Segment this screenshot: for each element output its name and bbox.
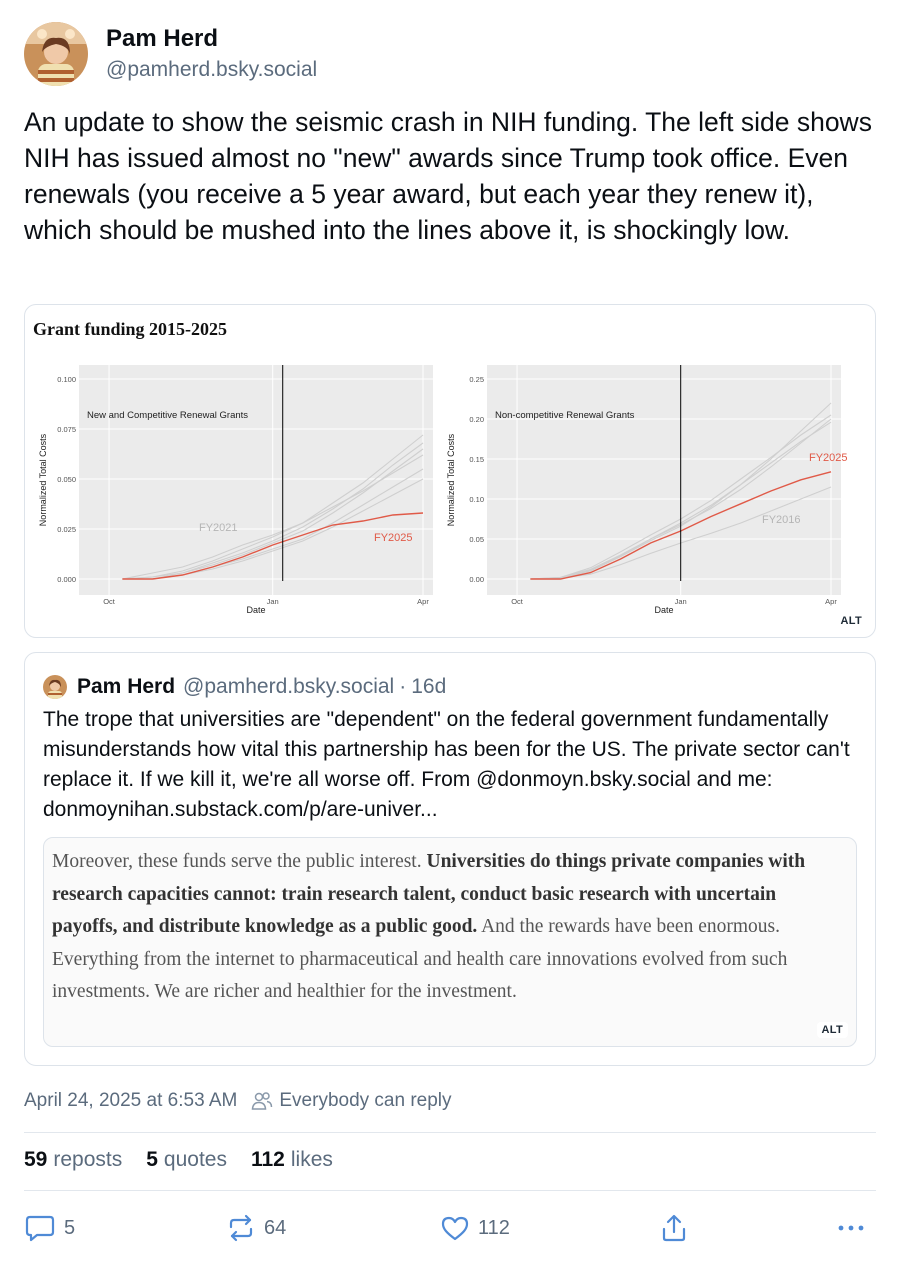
y-tick-label: 0.050: [57, 475, 76, 484]
reply-button[interactable]: [24, 1208, 75, 1248]
heart-icon: [440, 1214, 470, 1242]
like-count: 112: [478, 1216, 510, 1239]
series-annotation: FY2025: [374, 532, 413, 544]
likes-count: 112: [250, 1148, 285, 1171]
people-icon: [251, 1091, 273, 1111]
reposts-label: reposts: [53, 1148, 123, 1171]
series-annotation: FY2025: [809, 452, 848, 464]
x-tick-label: Jan: [266, 597, 279, 606]
ellipsis-icon: [836, 1223, 866, 1233]
x-tick-label: Apr: [825, 597, 837, 606]
quoted-post-age: 16d: [411, 675, 447, 698]
quoted-image-text-bold: Universities do things private companies with research capacities cannot: train research talent, conduct basic research with uncertain payoffs, and distribute knowledge as a public good.: [52, 851, 806, 937]
quoted-post[interactable]: [24, 652, 876, 1066]
image-alt-badge[interactable]: ALT: [836, 613, 867, 629]
share-icon: [660, 1213, 688, 1243]
post-meta: [24, 1090, 452, 1112]
like-button[interactable]: [440, 1208, 510, 1248]
divider: [24, 1132, 876, 1133]
quoted-author-display-name[interactable]: Pam Herd: [77, 675, 176, 698]
figure-title: Grant funding 2015-2025: [33, 319, 228, 339]
x-axis-label: Date: [654, 605, 674, 615]
divider: [24, 1190, 876, 1191]
x-tick-label: Jan: [674, 597, 687, 606]
y-tick-label: 0.000: [57, 575, 76, 584]
x-axis-label: Date: [246, 605, 266, 615]
quoted-post-image[interactable]: [43, 837, 857, 1047]
chart-subtitle: New and Competitive Renewal Grants: [87, 410, 249, 421]
quotes-label: quotes: [163, 1148, 227, 1171]
reply-setting: [251, 1090, 451, 1112]
quoted-image-text-part1: Moreover, these funds serve the public interest.: [52, 851, 427, 872]
y-tick-label: 0.10: [469, 495, 484, 504]
action-bar: [24, 1208, 876, 1248]
share-button[interactable]: [660, 1208, 696, 1248]
reposts-count: 59: [24, 1148, 48, 1171]
likes-stat[interactable]: [251, 1148, 333, 1172]
series-annotation: FY2016: [762, 514, 801, 526]
x-tick-label: Oct: [511, 597, 523, 606]
author-handle[interactable]: @pamherd.bsky.social: [106, 58, 318, 81]
post-body-text: An update to show the seismic crash in NIH funding. The left side shows NIH has issued almost no "new" awards since Trump took office. Even renewals (you receive a 5 year award, but each year they renew it), which should be mushed into the lines above it, is shockingly low.: [24, 107, 872, 245]
quoted-image-alt-badge[interactable]: ALT: [817, 1022, 848, 1038]
chart-subtitle: Non-competitive Renewal Grants: [495, 410, 635, 421]
chart-panel-background: [487, 365, 841, 595]
engagement-stats: [24, 1148, 357, 1172]
repost-icon: [226, 1213, 256, 1243]
y-axis-label: Normalized Total Costs: [38, 433, 48, 527]
reply-icon: [24, 1213, 56, 1243]
quoted-image-text: [52, 846, 842, 1009]
post-timestamp[interactable]: April 24, 2025 at 6:53 AM: [24, 1090, 238, 1111]
x-tick-label: Oct: [103, 597, 115, 606]
author-avatar[interactable]: [24, 22, 88, 86]
y-tick-label: 0.025: [57, 525, 76, 534]
y-axis-label: Normalized Total Costs: [446, 433, 456, 527]
reply-setting-label: Everybody can reply: [279, 1090, 452, 1111]
quoted-post-text: The trope that universities are "dependent" on the federal government fundamentally misunderstands how vital this partnership has been for the US. The private sector can't replace it. If we kill it, we're all worse off. From @donmoyn.bsky.social and me: donmoynihan.substack.com/p/are-univer...: [43, 708, 850, 821]
likes-label: likes: [290, 1148, 333, 1171]
y-tick-label: 0.15: [469, 455, 484, 464]
reposts-stat[interactable]: [24, 1148, 122, 1172]
grant-funding-figure: [25, 305, 876, 638]
y-tick-label: 0.20: [469, 415, 484, 424]
quoted-image-text-part2: And the rewards have been enormous. Everything from the internet to pharmaceutical and health care innovations evolved from such investments. We are richer and healthier for the investment.: [52, 916, 788, 1002]
y-tick-label: 0.075: [57, 425, 76, 434]
more-options-button[interactable]: [836, 1208, 874, 1248]
quoted-author-avatar[interactable]: [43, 675, 67, 699]
post-image[interactable]: [24, 304, 876, 638]
repost-button[interactable]: [226, 1208, 286, 1248]
reply-count: 5: [64, 1216, 76, 1239]
quotes-count: 5: [146, 1148, 158, 1171]
quotes-stat[interactable]: [146, 1148, 227, 1172]
y-tick-label: 0.25: [469, 375, 484, 384]
quoted-post-header: [43, 673, 446, 701]
y-tick-label: 0.100: [57, 375, 76, 384]
author-display-name[interactable]: Pam Herd: [106, 25, 219, 52]
series-annotation: FY2021: [199, 522, 238, 534]
post-header: [24, 22, 317, 86]
quoted-separator: ·: [399, 675, 407, 698]
quoted-author-handle[interactable]: @pamherd.bsky.social: [183, 675, 395, 698]
repost-count: 64: [264, 1216, 287, 1239]
y-tick-label: 0.05: [469, 535, 484, 544]
y-tick-label: 0.00: [469, 575, 484, 584]
x-tick-label: Apr: [417, 597, 429, 606]
